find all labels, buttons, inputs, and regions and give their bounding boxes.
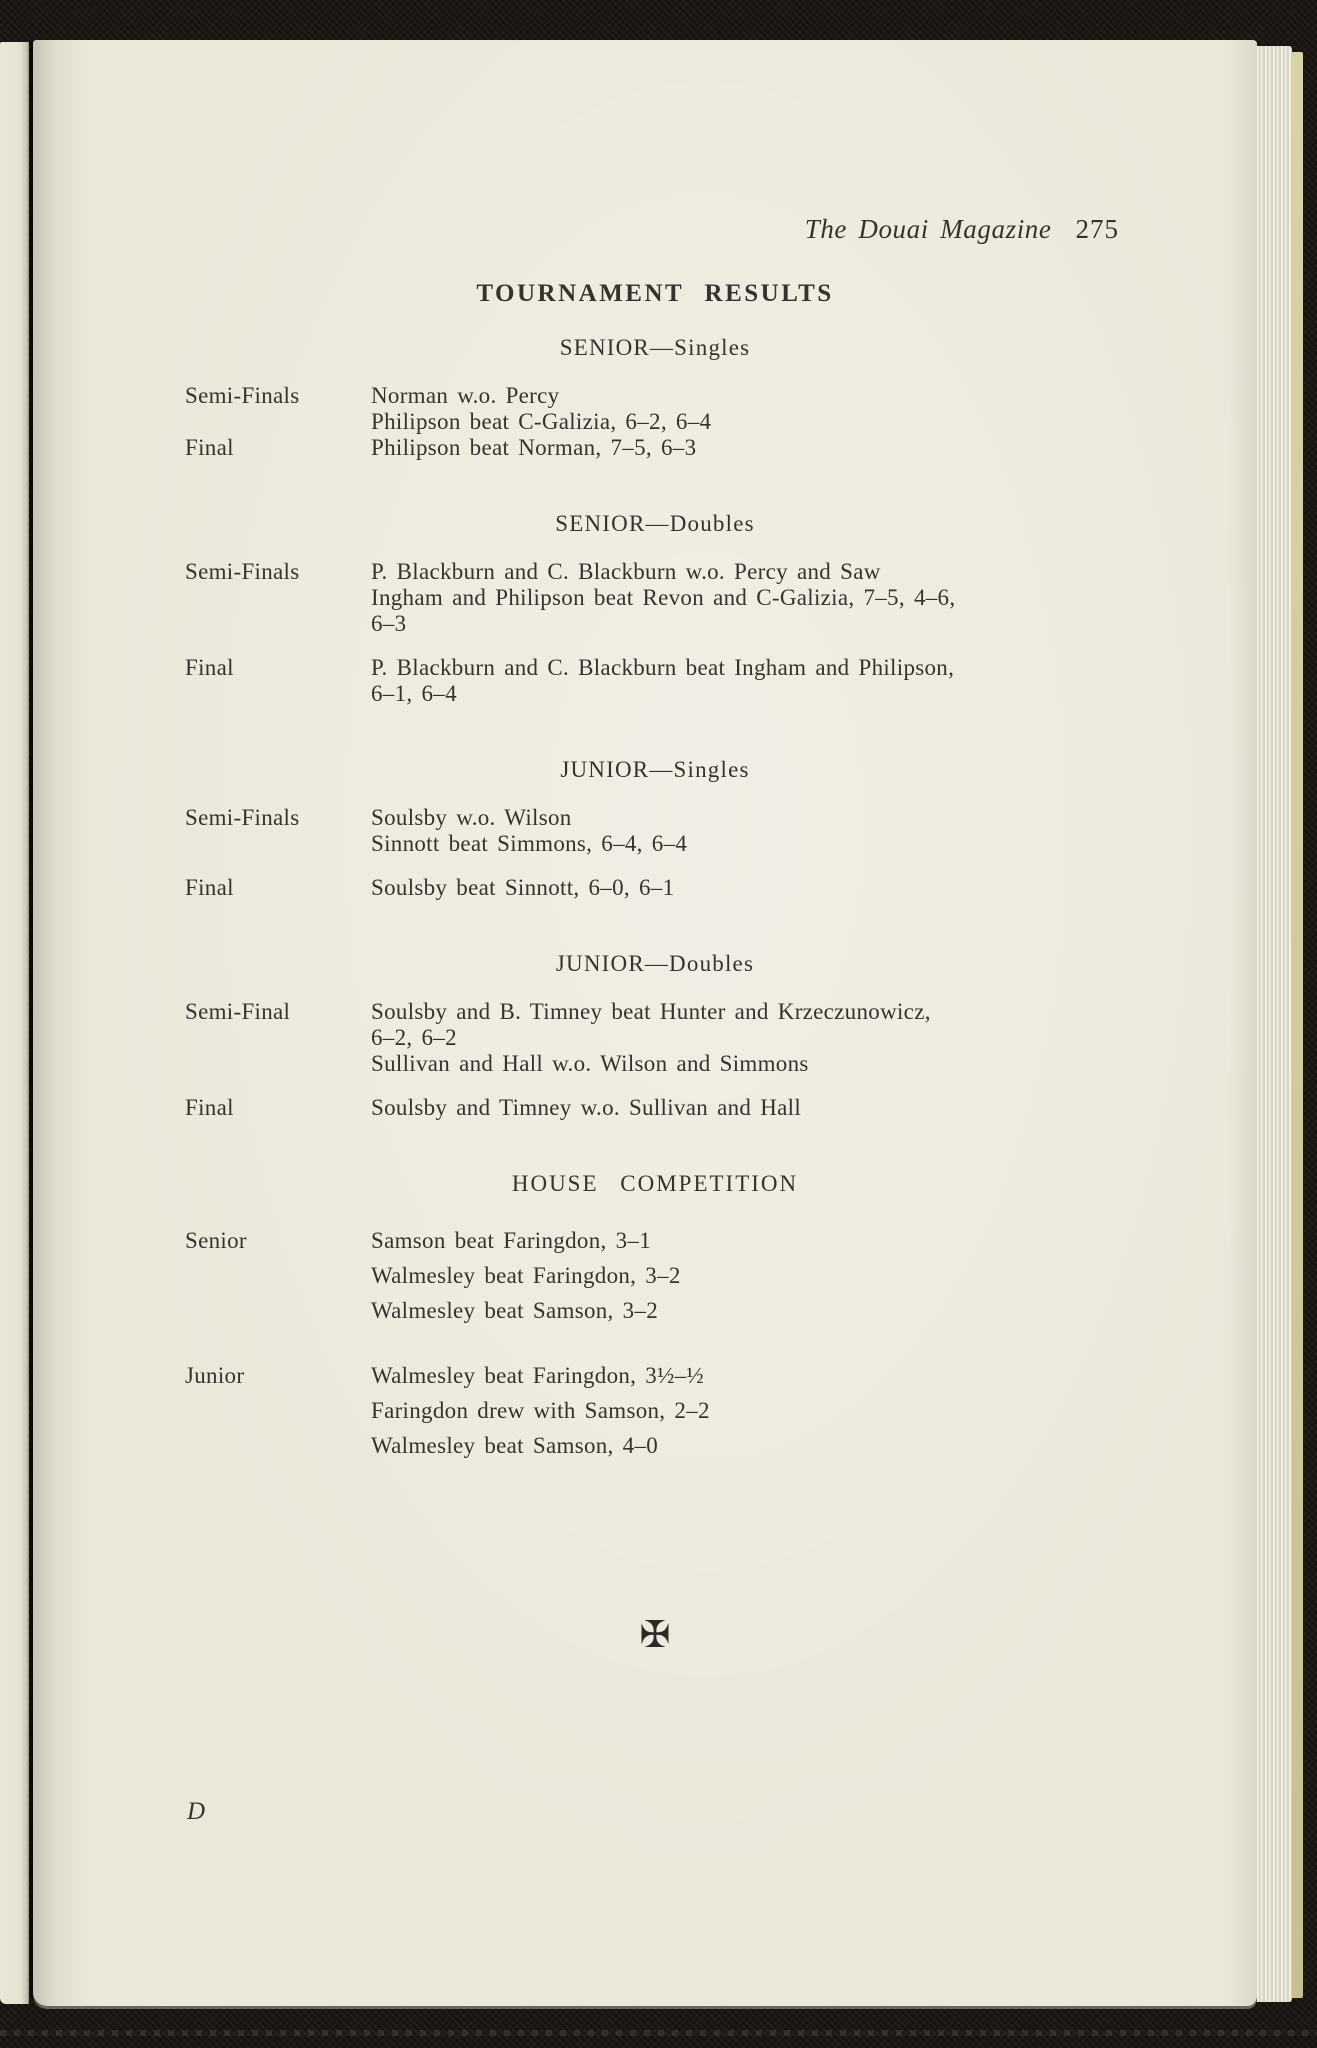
result-row (185, 805, 1125, 857)
results-section (185, 951, 1125, 1121)
maltese-cross-icon: ✠ (639, 1613, 671, 1656)
result-line: Soulsby beat Sinnott, 6–0, 6–1 (371, 875, 675, 900)
result-line: Soulsby and Timney w.o. Sullivan and Hall (371, 1095, 802, 1120)
result-lines (371, 1358, 1125, 1463)
round-label: Semi-Finals (185, 383, 300, 408)
result-lines (371, 1223, 1125, 1328)
result-lines (371, 655, 1125, 707)
results-section (185, 511, 1125, 707)
result-line: Norman w.o. Percy (371, 383, 560, 408)
result-lines (371, 435, 1125, 461)
result-line: P. Blackburn and C. Blackburn beat Ingham and Philipson, (371, 655, 955, 680)
section-heading: JUNIOR—Singles (560, 757, 750, 782)
result-row (185, 1095, 1125, 1121)
result-line: Walmesley beat Samson, 3–2 (371, 1298, 659, 1323)
result-lines (371, 999, 1125, 1077)
result-line: Sinnott beat Simmons, 6–4, 6–4 (371, 831, 688, 856)
results-section (185, 757, 1125, 901)
round-label: Final (185, 1095, 234, 1120)
section-heading: SENIOR—Doubles (555, 511, 755, 536)
magazine-title: The Douai Magazine (804, 214, 1052, 244)
sections (185, 335, 1125, 1463)
signature-mark: D (187, 1798, 206, 1825)
round-label: Final (185, 875, 234, 900)
round-label: Semi-Final (185, 999, 291, 1024)
results-section (185, 335, 1125, 461)
page-title: TOURNAMENT RESULTS (476, 280, 834, 307)
result-line: Philipson beat C-Galizia, 6–2, 6–4 (371, 409, 712, 434)
result-row (185, 383, 1125, 435)
result-row (185, 559, 1125, 637)
section-heading: SENIOR—Singles (559, 335, 751, 360)
result-line: 6–3 (371, 611, 407, 636)
section-rows (185, 999, 1125, 1121)
section-rows (185, 1223, 1125, 1463)
round-label: Semi-Finals (185, 559, 300, 584)
round-label: Junior (185, 1363, 245, 1388)
section-rows (185, 383, 1125, 461)
result-row (185, 875, 1125, 901)
result-line: Samson beat Faringdon, 3–1 (371, 1228, 651, 1253)
cover-cloth-seam (0, 2030, 1317, 2036)
previous-page-edge (0, 42, 29, 2004)
round-label: Final (185, 435, 234, 460)
result-lines (371, 875, 1125, 901)
result-line: P. Blackburn and C. Blackburn w.o. Percy and Saw (371, 559, 881, 584)
result-line: Soulsby w.o. Wilson (371, 805, 572, 830)
result-line: Sullivan and Hall w.o. Wilson and Simmons (371, 1051, 809, 1076)
magazine-page (33, 40, 1257, 2006)
round-label: Semi-Finals (185, 805, 300, 830)
section-heading: JUNIOR—Doubles (555, 951, 755, 976)
text-block (185, 212, 1125, 1827)
book-board-edge (1292, 52, 1303, 1998)
result-line: Soulsby and B. Timney beat Hunter and Krzeczunowicz, (371, 999, 931, 1024)
result-line: Ingham and Philipson beat Revon and C-Galizia, 7–5, 4–6, (371, 585, 956, 610)
result-line: Walmesley beat Faringdon, 3½–½ (371, 1363, 704, 1388)
running-head (185, 212, 1125, 251)
result-line: Philipson beat Norman, 7–5, 6–3 (371, 435, 697, 460)
result-row (185, 1358, 1125, 1463)
section-rows (185, 559, 1125, 707)
fore-edge-pages (1257, 46, 1292, 2002)
result-line: Faringdon drew with Samson, 2–2 (371, 1398, 710, 1423)
results-section (185, 1171, 1125, 1463)
result-row (185, 435, 1125, 461)
result-line: Walmesley beat Faringdon, 3–2 (371, 1263, 681, 1288)
result-lines (371, 805, 1125, 857)
result-lines (371, 383, 1125, 435)
result-row (185, 1223, 1125, 1328)
round-label: Final (185, 655, 234, 680)
round-label: Senior (185, 1228, 247, 1253)
section-heading: HOUSE COMPETITION (511, 1171, 799, 1196)
result-row (185, 655, 1125, 707)
result-lines (371, 559, 1125, 637)
result-line: 6–1, 6–4 (371, 681, 457, 706)
result-line: 6–2, 6–2 (371, 1025, 457, 1050)
page-number: 275 (1075, 214, 1119, 244)
result-row (185, 999, 1125, 1077)
result-lines (371, 1095, 1125, 1121)
section-rows (185, 805, 1125, 901)
result-line: Walmesley beat Samson, 4–0 (371, 1433, 659, 1458)
